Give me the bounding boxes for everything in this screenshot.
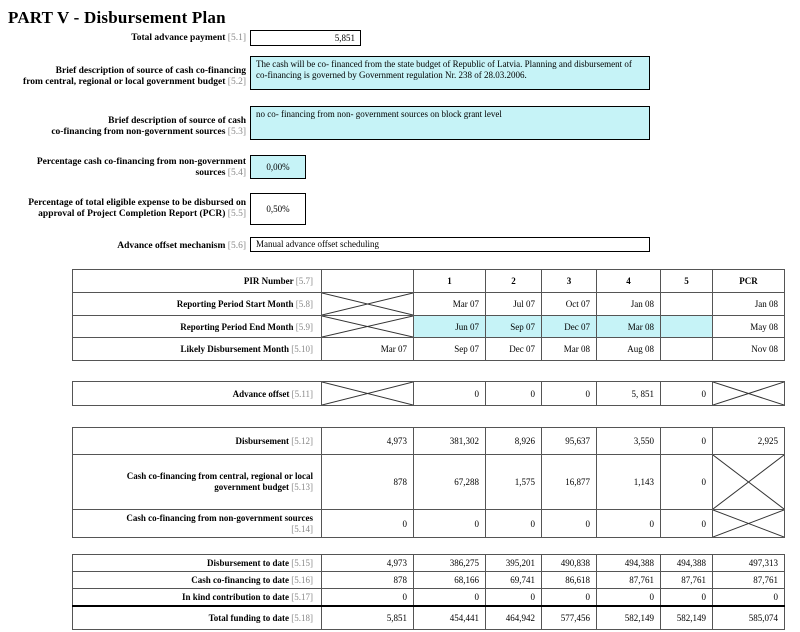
pir-col-2: 2 [486, 270, 542, 293]
cofinancing-gov-field[interactable]: The cash will be co- financed from the state budget of Republic of Latvia. Planning and disbursement of co-financing is governed by Government regulation Nr. 238 of 28.03.2006. [250, 56, 650, 90]
total-funding-to-date-cell[interactable]: 5,851 [322, 606, 414, 630]
total-funding-to-date-cell[interactable]: 582,149 [597, 606, 661, 630]
likely-disbursement-label: Likely Disbursement Month [5.10] [73, 338, 322, 361]
total-funding-to-date-label: Total funding to date [5.18] [73, 606, 322, 630]
cash-cofinancing-to-date-row [73, 572, 785, 589]
cash-cofinancing-to-date-cell[interactable]: 86,618 [542, 572, 597, 589]
disbursement-cell[interactable]: 0 [661, 428, 713, 455]
cash-cofinancing-nongov-cell[interactable]: 0 [597, 510, 661, 538]
total-funding-to-date-row [73, 606, 785, 630]
disbursement-to-date-cell[interactable]: 395,201 [486, 555, 542, 572]
cash-cofinancing-nongov-row [73, 510, 785, 538]
disbursement-cell[interactable]: 95,637 [542, 428, 597, 455]
cofinancing-nongov-field[interactable]: no co- financing from non- government sources on block grant level [250, 106, 650, 140]
disbursement-to-date-cell[interactable]: 494,388 [661, 555, 713, 572]
start-month-cell[interactable]: Oct 07 [542, 293, 597, 316]
end-month-cell[interactable]: Dec 07 [542, 316, 597, 338]
likely-disbursement-row [73, 338, 785, 361]
disbursement-to-date-row [73, 555, 785, 572]
cash-cofinancing-gov-cell[interactable]: 1,143 [597, 455, 661, 510]
disbursement-row [73, 428, 785, 455]
advance-offset-row [73, 382, 785, 406]
advance-offset-cell[interactable]: 0 [414, 382, 486, 406]
pir-header-blank [322, 270, 414, 293]
advance-offset-table [72, 381, 785, 406]
disbursement-to-date-cell[interactable]: 494,388 [597, 555, 661, 572]
start-month-label: Reporting Period Start Month [5.8] [73, 293, 322, 316]
total-advance-label: Total advance payment [5.1] [131, 33, 246, 43]
cash-cofinancing-to-date-cell[interactable]: 87,761 [597, 572, 661, 589]
in-kind-to-date-cell[interactable]: 0 [322, 589, 414, 606]
likely-disbursement-cell[interactable]: Aug 08 [597, 338, 661, 361]
cash-cofinancing-nongov-cell[interactable]: 0 [322, 510, 414, 538]
total-funding-to-date-cell[interactable]: 464,942 [486, 606, 542, 630]
start-month-cell[interactable] [661, 293, 713, 316]
likely-disbursement-cell[interactable]: Mar 08 [542, 338, 597, 361]
disbursement-to-date-cell[interactable]: 490,838 [542, 555, 597, 572]
disbursement-cell[interactable]: 381,302 [414, 428, 486, 455]
cash-cofinancing-to-date-cell[interactable]: 69,741 [486, 572, 542, 589]
percentage-nongov-field[interactable]: 0,00% [250, 155, 306, 179]
cash-cofinancing-nongov-cell[interactable]: 0 [542, 510, 597, 538]
percentage-nongov-label: Percentage cash co-financing from non-government sources [5.4] [36, 157, 246, 178]
advance-offset-cell[interactable]: 5, 851 [597, 382, 661, 406]
cash-cofinancing-gov-cell[interactable]: 67,288 [414, 455, 486, 510]
crossed-cell [713, 455, 785, 510]
cash-cofinancing-nongov-label: Cash co-financing from non-government sources [5.14] [73, 510, 322, 538]
start-month-cell[interactable]: Jan 08 [597, 293, 661, 316]
end-month-row [73, 316, 785, 338]
pir-col-5: 5 [661, 270, 713, 293]
pir-col-3: 3 [542, 270, 597, 293]
cash-cofinancing-gov-row [73, 455, 785, 510]
cash-cofinancing-to-date-cell[interactable]: 878 [322, 572, 414, 589]
disbursement-table [72, 427, 785, 538]
likely-disbursement-cell[interactable] [661, 338, 713, 361]
end-month-label: Reporting Period End Month [5.9] [73, 316, 322, 338]
cofinancing-nongov-label: Brief description of source of cash co-financing from non-government sources [5.3] [51, 116, 246, 137]
end-month-cell[interactable] [661, 316, 713, 338]
disbursement-to-date-cell[interactable]: 386,275 [414, 555, 486, 572]
end-month-cell[interactable]: May 08 [713, 316, 785, 338]
crossed-cell [713, 382, 785, 406]
cofinancing-gov-label: Brief description of source of cash co-financing from central, regional or local government budget [5.2] [23, 66, 246, 87]
pir-number-label: PIR Number [5.7] [73, 270, 322, 293]
cash-cofinancing-to-date-cell[interactable]: 87,761 [661, 572, 713, 589]
end-month-cell[interactable]: Sep 07 [486, 316, 542, 338]
likely-disbursement-cell[interactable]: Nov 08 [713, 338, 785, 361]
in-kind-to-date-cell[interactable]: 0 [486, 589, 542, 606]
advance-offset-mechanism-label: Advance offset mechanism [5.6] [117, 241, 246, 251]
advance-offset-cell[interactable]: 0 [661, 382, 713, 406]
cash-cofinancing-to-date-cell[interactable]: 87,761 [713, 572, 785, 589]
percentage-pcr-field[interactable]: 0,50% [250, 193, 306, 225]
crossed-cell [713, 510, 785, 538]
cash-cofinancing-gov-cell[interactable]: 878 [322, 455, 414, 510]
advance-offset-label: Advance offset [5.11] [73, 382, 322, 406]
disbursement-cell[interactable]: 8,926 [486, 428, 542, 455]
total-advance-field[interactable]: 5,851 [250, 30, 361, 46]
disbursement-cell[interactable]: 4,973 [322, 428, 414, 455]
pir-number-row [73, 270, 785, 293]
cash-cofinancing-nongov-cell[interactable]: 0 [486, 510, 542, 538]
cash-cofinancing-to-date-label: Cash co-financing to date [5.16] [73, 572, 322, 589]
start-month-row [73, 293, 785, 316]
end-month-cell[interactable]: Mar 08 [597, 316, 661, 338]
cash-cofinancing-nongov-cell[interactable]: 0 [414, 510, 486, 538]
likely-disbursement-cell[interactable]: Sep 07 [414, 338, 486, 361]
total-funding-to-date-cell[interactable]: 454,441 [414, 606, 486, 630]
crossed-cell [322, 293, 414, 316]
in-kind-to-date-cell[interactable]: 0 [542, 589, 597, 606]
cash-cofinancing-gov-cell[interactable]: 0 [661, 455, 713, 510]
cash-cofinancing-gov-cell[interactable]: 1,575 [486, 455, 542, 510]
disbursement-cell[interactable]: 3,550 [597, 428, 661, 455]
pir-table [72, 269, 785, 361]
pir-col-1: 1 [414, 270, 486, 293]
advance-offset-mechanism-field[interactable]: Manual advance offset scheduling [250, 237, 650, 252]
cash-cofinancing-nongov-cell[interactable]: 0 [661, 510, 713, 538]
in-kind-to-date-row [73, 589, 785, 606]
total-funding-to-date-cell[interactable]: 585,074 [713, 606, 785, 630]
page-title: PART V - Disbursement Plan [8, 8, 226, 27]
cash-cofinancing-gov-label: Cash co-financing from central, regional or local government budget [5.13] [73, 455, 322, 510]
end-month-cell[interactable]: Jun 07 [414, 316, 486, 338]
to-date-table [72, 554, 785, 630]
likely-disbursement-cell[interactable]: Mar 07 [322, 338, 414, 361]
disbursement-to-date-label: Disbursement to date [5.15] [73, 555, 322, 572]
in-kind-to-date-cell[interactable]: 0 [597, 589, 661, 606]
total-funding-to-date-cell[interactable]: 582,149 [661, 606, 713, 630]
total-funding-to-date-cell[interactable]: 577,456 [542, 606, 597, 630]
start-month-cell[interactable]: Jul 07 [486, 293, 542, 316]
disbursement-to-date-cell[interactable]: 497,313 [713, 555, 785, 572]
advance-offset-cell[interactable]: 0 [542, 382, 597, 406]
in-kind-to-date-cell[interactable]: 0 [414, 589, 486, 606]
percentage-pcr-label: Percentage of total eligible expense to be disbursed on approval of Project Completion Report (PCR) [5.5] [28, 198, 246, 219]
pir-col-pcr: PCR [713, 270, 785, 293]
crossed-cell [322, 316, 414, 338]
pir-col-4: 4 [597, 270, 661, 293]
disbursement-to-date-cell[interactable]: 4,973 [322, 555, 414, 572]
disbursement-label: Disbursement [5.12] [73, 428, 322, 455]
crossed-cell [322, 382, 414, 406]
start-month-cell[interactable]: Mar 07 [414, 293, 486, 316]
cash-cofinancing-gov-cell[interactable]: 16,877 [542, 455, 597, 510]
in-kind-to-date-label: In kind contribution to date [5.17] [73, 589, 322, 606]
likely-disbursement-cell[interactable]: Dec 07 [486, 338, 542, 361]
in-kind-to-date-cell[interactable]: 0 [661, 589, 713, 606]
disbursement-cell[interactable]: 2,925 [713, 428, 785, 455]
in-kind-to-date-cell[interactable]: 0 [713, 589, 785, 606]
start-month-cell[interactable]: Jan 08 [713, 293, 785, 316]
advance-offset-cell[interactable]: 0 [486, 382, 542, 406]
cash-cofinancing-to-date-cell[interactable]: 68,166 [414, 572, 486, 589]
